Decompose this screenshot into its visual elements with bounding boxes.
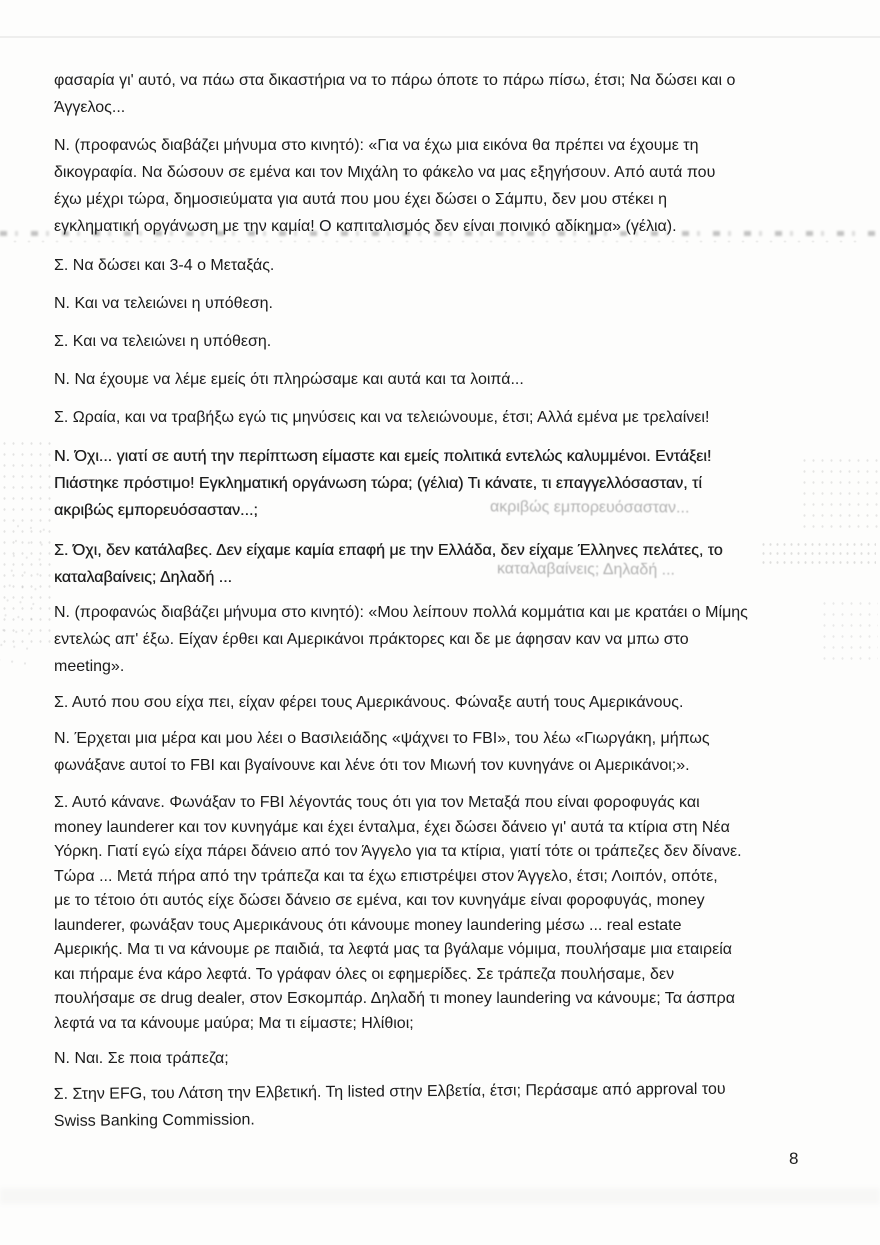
scan-noise-right-margin <box>820 598 878 668</box>
text-line: έχω μέχρι τώρα, δημοσιεύματα για αυτά που μου έχει δώσει ο Σάμπυ, δεν μου στέκει η <box>54 191 668 208</box>
scan-smudge-band <box>0 231 880 236</box>
text-line: με το τέτοιο ότι αυτός είχε δώσει δάνειο σε εμένα, και τον κυνηγάμε είναι φοροφυγάς, money <box>54 892 705 909</box>
text-line: Σ. Και να τελειώνει η υπόθεση. <box>54 333 272 350</box>
paragraph-4 <box>54 290 836 317</box>
text-line: καταλαβαίνεις; Δηλαδή ... <box>54 569 232 586</box>
ghost-text-echo-2: καταλαβαίνεις; Δηλαδή ... <box>496 560 676 579</box>
text-line: Σ. Να δώσει και 3-4 ο Μεταξάς. <box>54 257 275 274</box>
paragraph-12 <box>54 725 836 779</box>
text-line: Άγγελος... <box>54 99 126 116</box>
scan-noise-right-margin <box>800 455 878 535</box>
text-line: φασαρία γι' αυτό, να πάω στα δικαστήρια να το πάρω όποτε το πάρω πίσω, έτσι; Να δώσει και ο <box>54 72 736 89</box>
scan-smudge-band-dots <box>8 238 868 246</box>
text-line: εντελώς απ' έξω. Είχαν έρθει και Αμερικάνοι πράκτορες και δε με άφησαν καν να μπω στο <box>54 631 689 648</box>
paragraph-10 <box>54 599 836 680</box>
dialogue-transcript <box>54 67 836 1146</box>
text-line: Ν. Ναι. Σε ποια τράπεζα; <box>54 1050 229 1067</box>
text-line: και πήραμε ένα κάρο λεφτά. Το γράφαν όλες οι εφημερίδες. Σε τράπεζα πουλήσαμε, δεν <box>54 965 675 983</box>
text-line: εγκληματική οργάνωση με την καμία! Ο καπιταλισμός δεν είναι ποινικό αδίκημα» (γέλια). <box>54 218 677 235</box>
ghost-text-echo-1: ακριβώς εμπορευόσασταν... <box>489 498 690 517</box>
paragraph-1 <box>54 67 836 121</box>
paragraph-14 <box>54 1045 836 1072</box>
text-line: Ν. Έρχεται μια μέρα και μου λέει ο Βασιλειάδης «ψάχνει το FBI», του λέω «Γιωργάκη, μήπως <box>54 730 710 747</box>
paragraph-13 <box>54 791 836 1036</box>
text-line: Σ. Όχι, δεν κατάλαβες. Δεν είχαμε καμία επαφή με την Ελλάδα, δεν είχαμε Έλληνες πελάτες, το <box>54 542 723 559</box>
paragraph-8 <box>54 443 836 524</box>
text-line: πουλήσαμε σε drug dealer, στον Εσκομπάρ. Δηλαδή τι money laundering να κάνουμε; Τα άσπρα <box>54 990 736 1007</box>
scan-top-edge <box>0 36 880 38</box>
paragraph-6 <box>54 366 836 393</box>
text-line: Σ. Ωραία, και να τραβήξω εγώ τις μηνύσεις και να τελειώνουμε, έτσι; Αλλά εμένα με τρελαίνει! <box>54 409 710 426</box>
text-line: Ν. (προφανώς διαβάζει μήνυμα στο κινητό): «Μου λείπουν πολλά κομμάτια και με κρατάει ο Μίμης <box>54 604 748 621</box>
page-number: 8 <box>789 1149 799 1168</box>
paragraph-5 <box>54 328 836 355</box>
text-line: φωνάξανε αυτοί το FBI και βγαίνουνε και λένε ότι τον Μιωνή τον κυνηγάνε οι Αμερικάνοι;». <box>54 757 690 774</box>
text-line: money launderer και τον κυνηγάμε και έχει ένταλμα, έχει δώσει δάνειο γι' αυτά τα κτίρια στη Νέα <box>54 818 730 836</box>
text-line: λεφτά να τα κάνουμε μαύρα; Μα τι είμαστε; Ηλίθιοι; <box>54 1014 414 1032</box>
text-line: ακριβώς εμπορευόσασταν...; <box>54 502 258 519</box>
paragraph-3 <box>54 252 836 279</box>
text-line: launderer, φωνάξαν τους Αμερικάνους ότι κάνουμε money laundering μέσω ... real estate <box>54 916 682 934</box>
text-line: Σ. Στην EFG, του Λάτση την Ελβετική. Τη listed στην Ελβετία, έτσι; Περάσαμε από approval του <box>53 1080 726 1104</box>
text-line: δικογραφία. Να δώσουν σε εμένα και τον Μιχάλη το φάκελο να μας εξηγήσουν. Από αυτά που <box>54 164 716 181</box>
paragraph-15 <box>54 1075 836 1135</box>
paragraph-9 <box>54 537 836 591</box>
text-line: Τώρα ... Μετά πήρα από την τράπεζα και τα έχω επιστρέψει στον Άγγελο, έτσι; Λοιπόν, οπότε, <box>54 867 718 885</box>
text-line: Ν. Όχι... γιατί σε αυτή την περίπτωση είμαστε και εμείς πολιτικά εντελώς καλυμμένοι. Εντάξει! <box>54 448 712 465</box>
paragraph-11 <box>54 689 836 716</box>
text-line: Υόρκη. Γιατί εγώ είχα πάρει δάνειο από τον Άγγελο για τα κτίρια, γιατί τότε οι τράπεζες δεν δίνανε. <box>54 843 742 860</box>
scan-bottom-shade <box>0 1188 880 1204</box>
text-line: Σ. Αυτό που σου είχα πει, είχαν φέρει τους Αμερικάνους. Φώναξε αυτή τους Αμερικάνους. <box>54 694 684 711</box>
paragraph-2 <box>54 132 836 240</box>
text-line: Σ. Αυτό κάνανε. Φωνάξαν το FBI λέγοντάς τους ότι για τον Μεταξά που είναι φοροφυγάς και <box>54 794 700 811</box>
text-line: Ν. Και να τελειώνει η υπόθεση. <box>54 295 273 312</box>
text-line: Πιάστηκε πρόστιμο! Εγκληματική οργάνωση τώρα; (γέλια) Τι κάνατε, τι επαγγελλόσασταν, τί <box>54 475 702 492</box>
text-line: Ν. (προφανώς διαβάζει μήνυμα στο κινητό): «Για να έχω μια εικόνα θα πρέπει να έχουμε τη <box>54 137 699 154</box>
text-line: meeting». <box>54 658 125 675</box>
scan-noise-right-margin <box>760 540 876 570</box>
text-line: Ν. Να έχουμε να λέμε εμείς ότι πληρώσαμε και αυτά και τα λοιπά... <box>54 371 524 388</box>
text-line: Swiss Banking Commission. <box>53 1111 255 1131</box>
paragraph-7 <box>54 404 836 431</box>
text-line: Αμερικής. Μα τι να κάνουμε ρε παιδιά, τα λεφτά μας τα βγάλαμε νόμιμα, πουλήσαμε μια εταιρεία <box>54 941 732 958</box>
